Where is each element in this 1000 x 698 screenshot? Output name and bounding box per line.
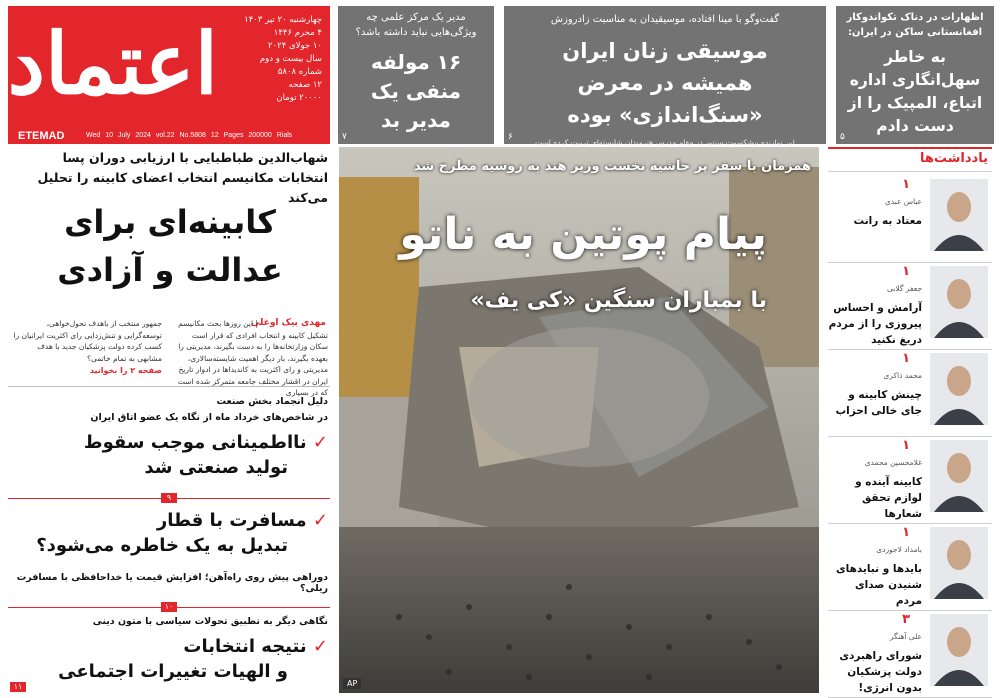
story4-headline-text: نتیجه انتخابات — [183, 636, 307, 657]
lead-author: مهدی بیک اوغلی — [250, 318, 326, 328]
story3-headline-text: مسافرت با قطار — [156, 510, 307, 531]
author-portrait — [930, 527, 988, 599]
page-marker: ۱۱ — [10, 682, 26, 692]
teaser-kicker: گفت‌وگو با مینا افتاده، موسیقیدان به مناسبت زادروزش — [550, 14, 780, 25]
note-author: محمد ذاکری — [883, 371, 922, 380]
teaser-headline: موسیقی زنان ایران همیشه در معرض «سنگ‌اندازی» بوده — [562, 39, 768, 127]
note-item[interactable] — [828, 612, 992, 698]
story2-headline[interactable] — [12, 430, 328, 480]
notes-column — [828, 147, 992, 698]
page-marker: ۹ — [161, 493, 177, 503]
note-item[interactable] — [828, 177, 992, 263]
masthead — [8, 6, 330, 144]
teaser-page-5[interactable] — [836, 6, 994, 144]
lead-body-left: جمهور منتخب از باهدف تحول‌خواهی، توسعه‌گرایی و تنش‌زدایی رای اکثریت ایرانیان را کسب کرده دولت پزشکیان جدید با هدف مشابهی به تمام خاتمی؟ — [13, 319, 162, 363]
note-author: غلامحسین محمدی — [864, 458, 922, 467]
note-page-number: ۱ — [902, 264, 910, 279]
note-title: شورای راهبردی دولت پزشکیان بدون انرژی! — [839, 650, 922, 694]
lead-headline-line: کابینه‌ای برای — [64, 203, 276, 241]
photo-subhead: با بمباران سنگین «کی یف» — [470, 288, 767, 313]
note-author: عباس عبدی — [884, 197, 922, 206]
pubinfo-line: ۲۰۰۰۰ تومان — [276, 93, 322, 103]
teaser-page-6[interactable] — [504, 6, 826, 147]
divider — [8, 386, 330, 387]
note-page-number: ۱ — [902, 525, 910, 540]
note-page-number: ۱ — [902, 438, 910, 453]
newspaper-logo: اعتماد — [7, 14, 218, 113]
author-portrait — [930, 266, 988, 338]
story3-headline[interactable] — [12, 508, 328, 558]
check-icon: ✓ — [306, 432, 328, 453]
lead-headline-line: عدالت و آزادی — [57, 251, 283, 289]
story3-headline-line: تبدیل به یک خاطره می‌شود؟ — [36, 535, 288, 556]
pubinfo-line: ۱۰ جولای ۲۰۲۴ — [268, 41, 322, 51]
photo-kicker: همزمان با سفر پر حاشیه نخست وزیر هند به روسیه مطرح شد — [413, 159, 811, 174]
note-page-number: ۱ — [902, 177, 910, 192]
note-title: چینش کابینه و جای خالی احزاب — [835, 389, 922, 417]
story2-headline-line — [12, 430, 328, 455]
pubinfo-line: شماره ۵۸۰۸ — [277, 67, 322, 77]
notes-header-rule — [828, 147, 992, 149]
dateline: Wed 10 July 2024 vol.22 No.5808 12 Pages 200000 Rials — [86, 132, 293, 139]
lead-body-right: | این روزها بحث مکانیسم تشکیل کابینه و انتخاب افرادی که قرار است سکان وزارتخانه‌ها را به دست بگیرند، مدیریتی را بعهده بگیرند، بار دیگر اهمیت شایسته‌سالاری، مدیریتی و رای اکثریت به کاندیداها در ادوار تاریخ ایران در اقشار مختلف جامعه متمرکز شده است که در بسیاری — [177, 319, 328, 397]
note-author: بامداد لاجوردی — [876, 545, 922, 554]
author-portrait — [930, 353, 988, 425]
pubinfo-line: سال بیست و دوم — [259, 54, 322, 64]
teaser-headline: ۱۶ مولفه منفی یک مدیر بد — [370, 50, 462, 132]
note-title: معتاد به رانت — [853, 215, 922, 227]
photo-headline: پیام پوتین به ناتو — [399, 209, 767, 260]
note-title: کابینه آینده و لوازم تحقق شعارها — [855, 476, 922, 520]
publication-info — [214, 14, 322, 105]
note-title: بایدها و نبایدهای شنیدن صدای مردم — [836, 563, 922, 607]
page-marker: ۱۰ — [161, 602, 177, 612]
latin-name: ETEMAD — [18, 130, 65, 142]
page-number: ۵ — [840, 132, 845, 142]
author-portrait — [930, 440, 988, 512]
story2-headline-line: تولید صنعتی شد — [144, 457, 288, 478]
note-item[interactable] — [828, 351, 992, 437]
story2-headline-text: نااطمینانی موجب سقوط — [83, 432, 307, 453]
note-author: جعفر گلابی — [887, 284, 922, 293]
note-page-number: ۳ — [902, 612, 910, 627]
read-more-link[interactable]: صفحه ۲ را بخوانید — [89, 366, 162, 375]
pubinfo-line: ۱۲ صفحه — [288, 80, 322, 90]
pubinfo-line: چهارشنبه ۲۰ تیر ۱۴۰۳ — [244, 15, 322, 25]
story4-headline[interactable] — [12, 634, 328, 684]
note-item[interactable] — [828, 264, 992, 350]
lead-headline[interactable] — [12, 198, 328, 294]
story4-kicker: نگاهی دیگر به تطبیق تحولات سیاسی با متون دینی — [92, 616, 328, 627]
lead-kicker: شهاب‌الدین طباطبایی با ارزیابی دوران پسا انتخابات مکانیسم انتخاب اعضای کابینه را تحلیل می‌کند — [37, 150, 328, 205]
page-number: ۷ — [342, 132, 347, 142]
teaser-headline: به خاطر سهل‌انگاری اداره اتباع، المپیک را از دست دادم — [847, 48, 983, 135]
check-icon: ✓ — [306, 510, 328, 531]
author-portrait — [930, 179, 988, 251]
teaser-kicker: اظهارات در دناک تکواندوکار افغانستانی ساکن در ایران: — [846, 12, 984, 38]
story3-headline-line — [12, 508, 328, 533]
note-page-number: ۱ — [902, 351, 910, 366]
note-item[interactable] — [828, 438, 992, 524]
story4-headline-line: و الهیات تغییرات اجتماعی — [58, 661, 288, 682]
note-author: علی آهنگر — [889, 632, 922, 641]
note-item[interactable] — [828, 525, 992, 611]
photo-credit: AP — [343, 678, 361, 689]
teaser-page-7[interactable] — [338, 6, 494, 144]
left-column — [8, 146, 330, 698]
story2-kicker-2: در شاخص‌های خرداد ماه از نگاه یک عضو اتاق ایران — [90, 412, 328, 423]
story3-subhead: دوراهی پیش روی راه‌آهن؛ افزایش قیمت یا خداحافظی با مسافرت ریلی؟ — [16, 572, 328, 594]
main-photo[interactable] — [339, 147, 819, 693]
author-portrait — [930, 614, 988, 686]
note-title: آرامش و احساس پیروزی را از مردم دریغ نکنید — [828, 302, 922, 346]
teaser-kicker: مدیر یک مرکز علمی چه ویژگی‌هایی نباید داشته باشد؟ — [355, 12, 477, 38]
page-number: ۶ — [508, 132, 513, 142]
teaser-note: این نوازنده پیشکسوت سنتور در مقام مدرس هنرمندان شایسته‌ای تربیت کرده است — [535, 138, 795, 147]
pubinfo-line: ۴ محرم ۱۴۴۶ — [273, 28, 322, 38]
notes-title-rule — [828, 171, 992, 172]
check-icon: ✓ — [306, 636, 328, 657]
story2-kicker: دلیل انجماد بخش صنعت — [216, 396, 328, 407]
story4-headline-line — [12, 634, 328, 659]
notes-title: یادداشت‌ها — [919, 151, 988, 166]
